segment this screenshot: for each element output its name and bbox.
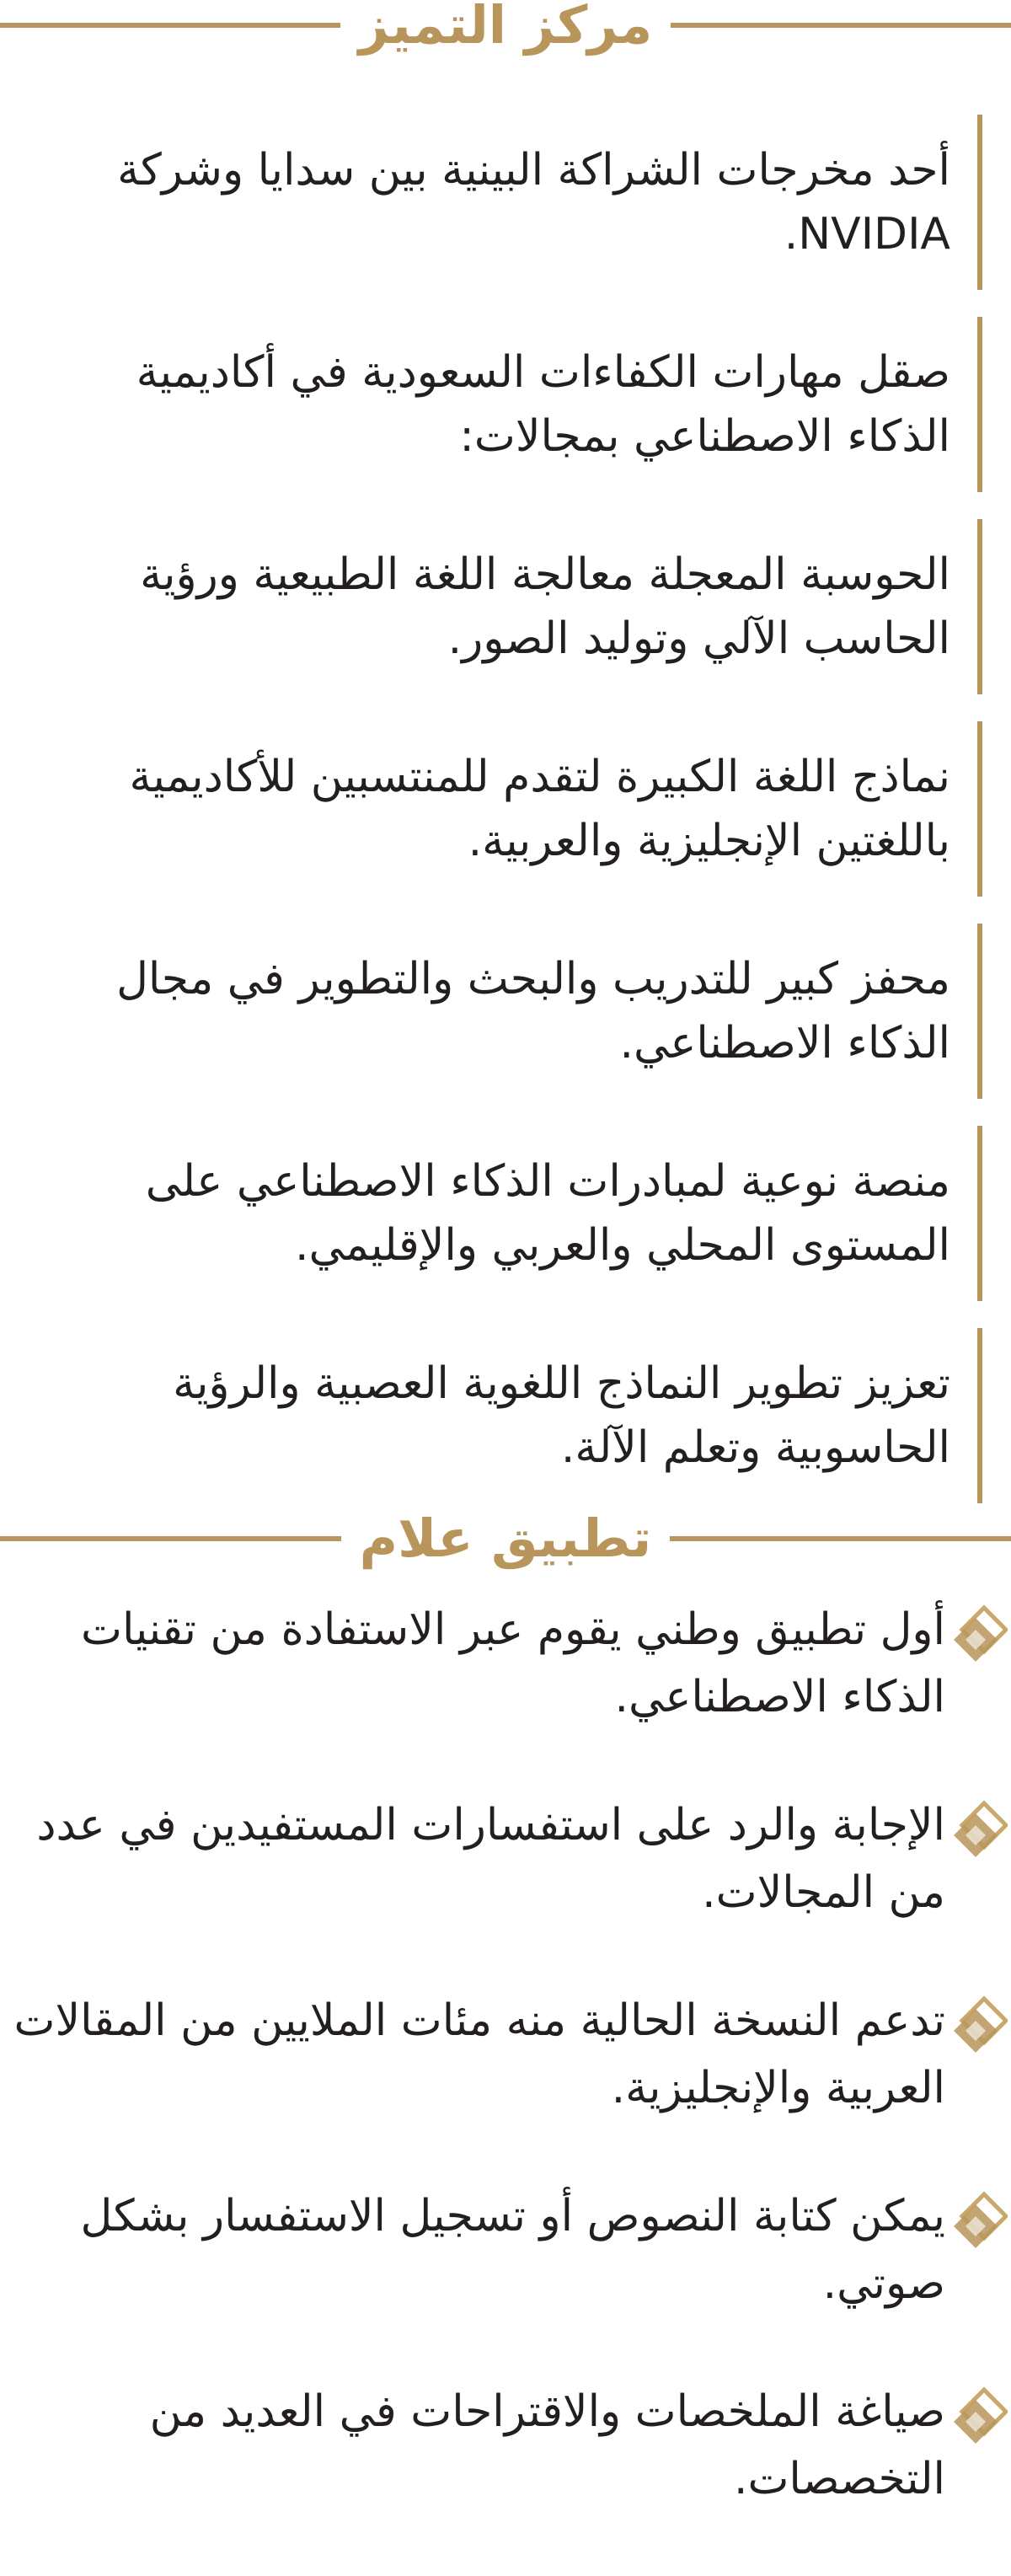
diamond-bullet-icon bbox=[952, 1995, 1008, 2058]
list-item-text: صقل مهارات الكفاءات السعودية في أكاديمية الذكاء الاصطناعي بمجالات: bbox=[136, 347, 950, 462]
vertical-bar-marker bbox=[977, 1328, 982, 1503]
vertical-bar-marker bbox=[977, 1126, 982, 1301]
list-item-text: صياغة الملخصات والاقتراحات في العديد من التخصصات. bbox=[149, 2386, 945, 2504]
list-item bbox=[0, 708, 1011, 910]
diamond-bullet-icon bbox=[952, 2191, 1008, 2253]
list-item bbox=[0, 1315, 1011, 1517]
diamond-bullet-icon bbox=[952, 1800, 1008, 1862]
header-rule-right bbox=[670, 1536, 1011, 1541]
list-item bbox=[0, 101, 1011, 303]
header-rule-left bbox=[0, 23, 340, 28]
section-header-excellence-center bbox=[0, 0, 1011, 59]
list-item bbox=[0, 2375, 1011, 2570]
section-title-excellence-center: مركز التميز bbox=[358, 0, 653, 56]
list-item bbox=[0, 2179, 1011, 2375]
list-item-text: الحوسبة المعجلة معالجة اللغة الطبيعية ورؤية الحاسب الآلي وتوليد الصور. bbox=[140, 549, 950, 664]
list-item bbox=[0, 1788, 1011, 1984]
list-item-text: أول تطبيق وطني يقوم عبر الاستفادة من تقنيات الذكاء الاصطناعي. bbox=[80, 1604, 945, 1722]
vertical-bar-marker bbox=[977, 519, 982, 694]
list-item bbox=[0, 910, 1011, 1112]
excellence-center-list bbox=[0, 101, 1011, 1517]
list-item-text: تدعم النسخة الحالية منه مئات الملايين من المقالات العربية والإنجليزية. bbox=[13, 1995, 945, 2113]
vertical-bar-marker bbox=[977, 115, 982, 290]
diamond-bullet-icon bbox=[952, 1604, 1008, 1667]
list-item bbox=[0, 303, 1011, 506]
list-item bbox=[0, 1112, 1011, 1315]
list-item bbox=[0, 506, 1011, 708]
list-item-text: نماذج اللغة الكبيرة لتقدم للمنتسبين للأكاديمية باللغتين الإنجليزية والعربية. bbox=[129, 752, 950, 866]
list-item bbox=[0, 1593, 1011, 1788]
list-item bbox=[0, 1984, 1011, 2179]
header-rule-right bbox=[671, 23, 1011, 28]
list-item-text: منصة نوعية لمبادرات الذكاء الاصطناعي على المستوى المحلي والعربي والإقليمي. bbox=[145, 1156, 950, 1271]
vertical-bar-marker bbox=[977, 924, 982, 1099]
vertical-bar-marker bbox=[977, 721, 982, 897]
diamond-bullet-icon bbox=[952, 2386, 1008, 2449]
vertical-bar-marker bbox=[977, 317, 982, 492]
allam-app-list bbox=[0, 1593, 1011, 2570]
section-header-allam-app bbox=[0, 1505, 1011, 1572]
section-title-allam-app: تطبيق علام bbox=[359, 1508, 652, 1569]
list-item-text: الإجابة والرد على استفسارات المستفيدين في عدد من المجالات. bbox=[36, 1800, 945, 1918]
header-rule-left bbox=[0, 1536, 341, 1541]
list-item-text: محفز كبير للتدريب والبحث والتطوير في مجال الذكاء الاصطناعي. bbox=[116, 954, 950, 1068]
list-item-text: يمكن كتابة النصوص أو تسجيل الاستفسار بشكل صوتي. bbox=[80, 2191, 945, 2309]
list-item-text: أحد مخرجات الشراكة البينية بين سدايا وشركة NVIDIA. bbox=[117, 145, 950, 260]
list-item-text: تعزيز تطوير النماذج اللغوية العصبية والرؤية الحاسوبية وتعلم الآلة. bbox=[173, 1358, 950, 1473]
